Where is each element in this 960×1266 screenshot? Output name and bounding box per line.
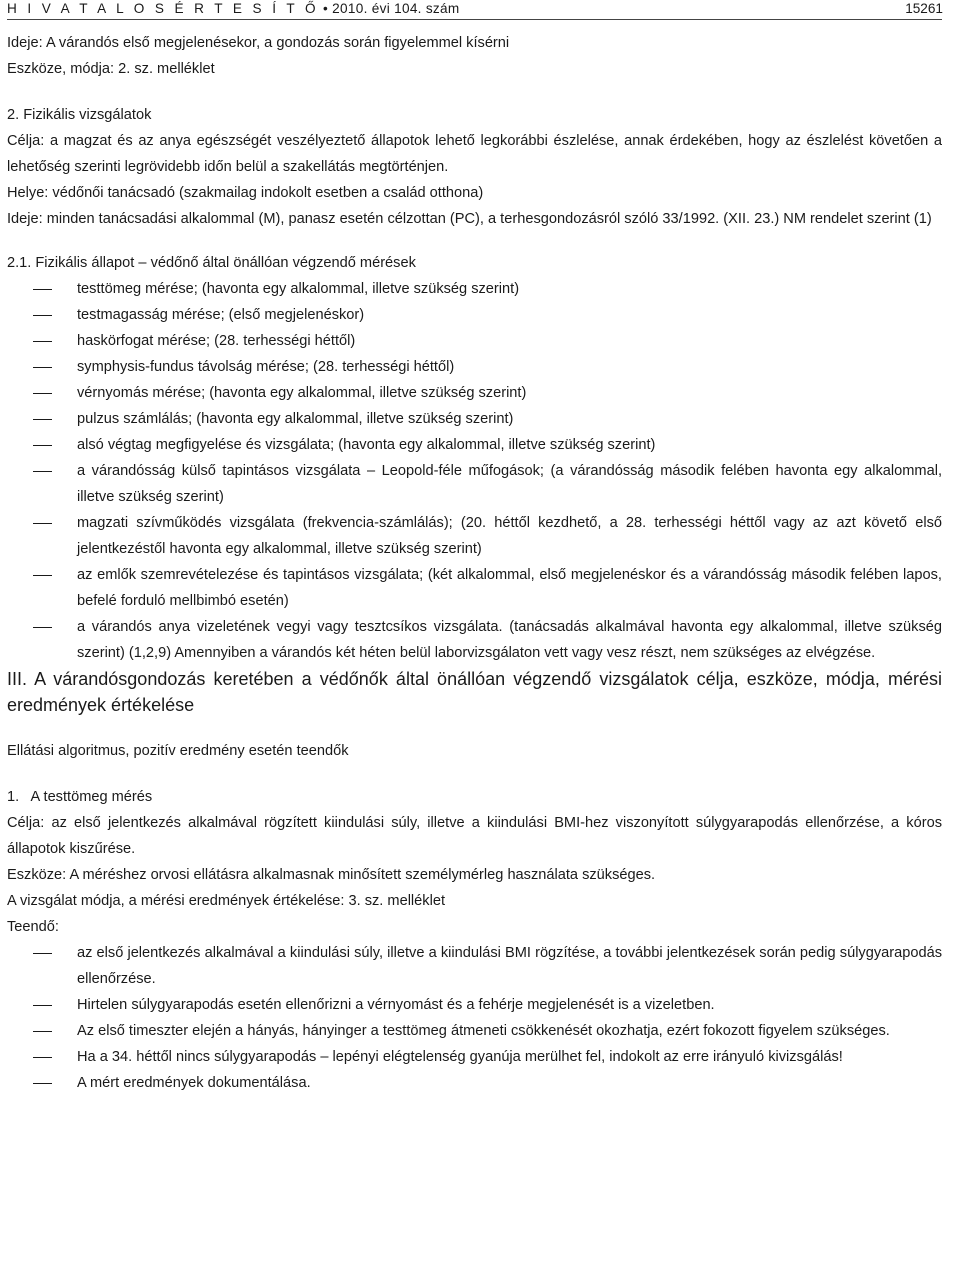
- list-item: symphysis-fundus távolság mérése; (28. terhességi héttől): [7, 354, 942, 380]
- item1-heading: 1. A testtömeg mérés: [7, 789, 153, 805]
- intro-ideje: Ideje: A várandós első megjelenésekor, a gondozás során figyelemmel kísérni: [7, 35, 510, 51]
- algorithm-label: Ellátási algoritmus, pozitív eredmény esetén teendők: [7, 743, 349, 759]
- list-item: a várandós anya vizeletének vegyi vagy tesztcsíkos vizsgálata. (tanácsadás alkalmával havonta egy alkalommal, illetve szükség szerint) (1,2,9) Amennyiben a várandós két héten belül laborvizsgálaton vett vagy vesz részt, nem szükséges az elvégzése.: [7, 614, 942, 666]
- list-item: vérnyomás mérése; (havonta egy alkalommal, illetve szükség szerint): [7, 380, 942, 406]
- measurement-list: [7, 276, 942, 666]
- list-item: a várandósság külső tapintásos vizsgálata – Leopold-féle műfogások; (a várandósság második felében havonta egy alkalommal, illetve szükség szerint): [7, 458, 942, 510]
- list-item: az első jelentkezés alkalmával a kiindulási súly, illetve a kiindulási BMI rögzítése, a további jelentkezések során pedig súlygyarapodás ellenőrzése.: [7, 940, 942, 992]
- list-item: Az első timeszter elején a hányás, hányinger a testtömeg átmeneti csökkenését okozhatja, ezért fokozott figyelem szükséges.: [7, 1018, 942, 1044]
- list-item: haskörfogat mérése; (28. terhességi héttől): [7, 328, 942, 354]
- page-header: [7, 1, 942, 20]
- intro-eszkoze: Eszköze, módja: 2. sz. melléklet: [7, 61, 215, 77]
- item1-modja: A vizsgálat módja, a mérési eredmények értékelése: 3. sz. melléklet: [7, 893, 446, 909]
- section3-heading: III. A várandósgondozás keretében a védőnők által önállóan végzendő vizsgálatok célja, eszköze, módja, mérési eredmények értékelése: [7, 669, 942, 715]
- document-page: [7, 0, 942, 1096]
- section2-celja: Célja: a magzat és az anya egészségét veszélyeztető állapotok lehető legkorábbi észlelése, annak érdekében, hogy az észlelést követően a lehetőség szerinti legrövidebb időn belül a szakellátás megtörténjen.: [7, 133, 942, 175]
- section2-heading: 2. Fizikális vizsgálatok: [7, 107, 152, 123]
- list-item: az emlők szemrevételezése és tapintásos vizsgálata; (két alkalommal, első megjelenéskor és a várandósság második felében lapos, befelé forduló mellbimbó esetén): [7, 562, 942, 614]
- teendo-label: Teendő:: [7, 919, 59, 935]
- section2-ideje: Ideje: minden tanácsadási alkalommal (M), panasz esetén célzottan (PC), a terhesgondozásról szóló 33/1992. (XII. 23.) NM rendelet szerint (1): [7, 211, 932, 227]
- item1-celja: Célja: az első jelentkezés alkalmával rögzített kiindulási súly, illetve a kiindulási BMI-hez viszonyított súlygyarapodás ellenőrzése, a kóros állapotok kiszűrése.: [7, 815, 942, 857]
- item1-eszkoze: Eszköze: A méréshez orvosi ellátásra alkalmasnak minősített személymérleg használata szükséges.: [7, 867, 656, 883]
- list-item: magzati szívműködés vizsgálata (frekvencia-számlálás); (20. héttől kezdhető, a 28. terhességi héttől vagy az azt követő első jelentkezéstől havonta egy alkalommal, illetve szükség szerint): [7, 510, 942, 562]
- list-item: pulzus számlálás; (havonta egy alkalommal, illetve szükség szerint): [7, 406, 942, 432]
- issue-label: 2010. évi 104. szám: [332, 1, 460, 16]
- header-bullet: •: [323, 1, 329, 16]
- list-item: testtömeg mérése; (havonta egy alkalommal, illetve szükség szerint): [7, 276, 942, 302]
- list-item: Ha a 34. héttől nincs súlygyarapodás – lepényi elégtelenség gyanúja merülhet fel, indokolt az erre irányuló kivizsgálás!: [7, 1044, 942, 1070]
- section21-heading: 2.1. Fizikális állapot – védőnő által önállóan végzendő mérések: [7, 255, 416, 271]
- list-item: A mért eredmények dokumentálása.: [7, 1070, 942, 1096]
- list-item: alsó végtag megfigyelése és vizsgálata; (havonta egy alkalommal, illetve szükség szerint): [7, 432, 942, 458]
- page-number: 15261: [905, 1, 943, 16]
- journal-title: H I V A T A L O S É R T E S Í T Ő: [7, 1, 319, 16]
- list-item: testmagasság mérése; (első megjelenéskor): [7, 302, 942, 328]
- teendo-list: [7, 940, 942, 1096]
- section2-helye: Helye: védőnői tanácsadó (szakmailag indokolt esetben a család otthona): [7, 185, 484, 201]
- list-item: Hirtelen súlygyarapodás esetén ellenőrizni a vérnyomást és a fehérje megjelenését is a vizeletben.: [7, 992, 942, 1018]
- journal-header: [7, 1, 460, 16]
